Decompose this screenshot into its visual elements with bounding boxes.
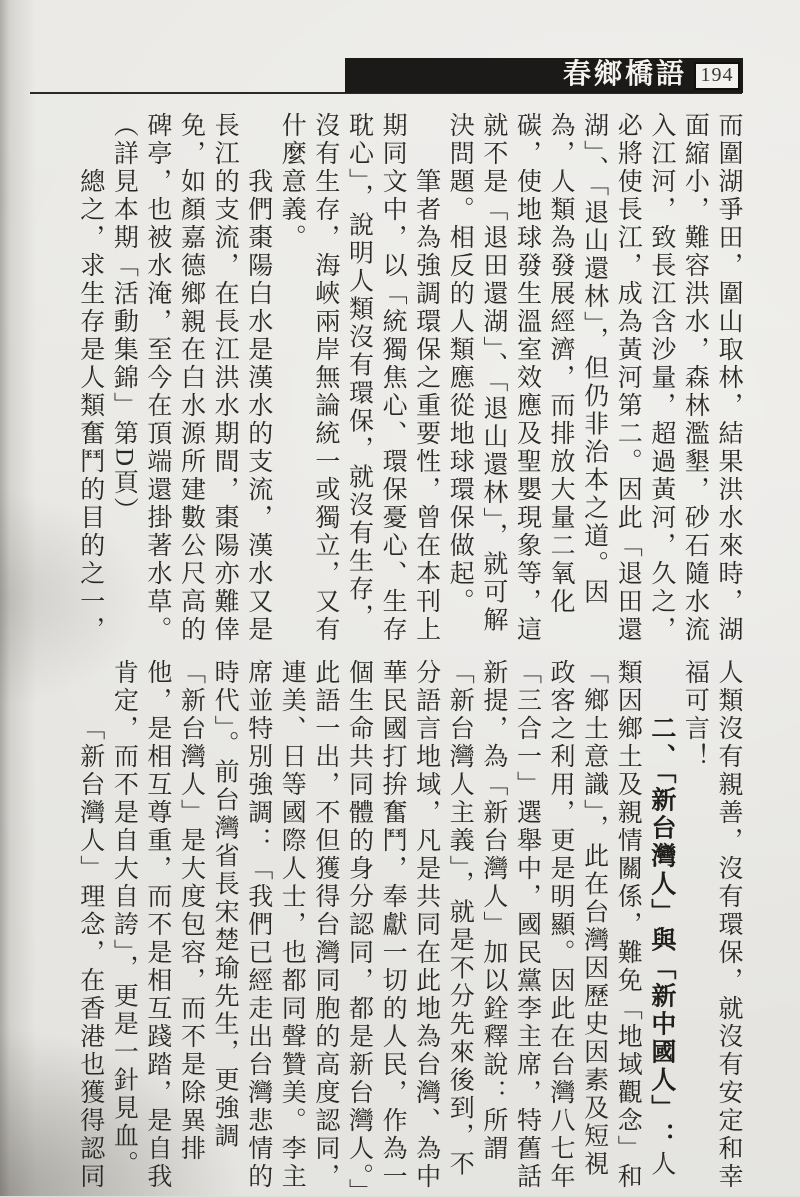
paragraph-new-taiwanese xyxy=(107,659,678,1197)
paragraph-conclusion-start: 總之，求生存是人類奮鬥的目的之一， xyxy=(76,168,104,644)
section-heading-body: 人類因鄉土及親情關係，難免「地域觀念」和「鄉土意識」，此在台灣因歷史因素及短視政客之利用，更是明顯。因此在台灣八七年「三合一」選舉中，國民黨李主席，特舊話新提，為「新台灣人」加以銓釋說：所謂「新台灣人主義」，就是不分先來後到，不分語言地域，凡是共同在此地為台灣、為中華民國打拚奮鬥，奉獻一切的人民，作為一個生命共同體的身分認同，都是新台灣人。」此語一出，不但獲得台灣同胞的高度認同，連美、日等國際人士，也都同聲贊美。李主席並特別強調：「我們已經走出台灣悲情的時代」。前台灣省長宋楚瑜先生，更強調「新台灣人」是大度包容，而不是除異排他，是相互尊重，而不是相互踐踏，是自我肯定，而不是自大自誇」，更是一針見血。 xyxy=(110,659,675,1194)
book-title: 春鄉橋語 xyxy=(562,58,687,90)
page-number-box xyxy=(694,62,740,90)
paragraph-environment-flood: 而圍湖爭田，圍山取林，結果洪水來時，湖面縮小，難容洪水，森林濫墾，砂石隨水流入江河，致長江含沙量，超過黃河，久之，必將使長江，成為黃河第二。因此「退田還湖」、「退山還林」，但仍非治本之道。因為，人類為發展經濟，而排放大量二氧化碳，使地球發生溫室效應及聖嬰現象等，這就不是「退田還湖」、「退山還林」，就可解決問題。相反的人類應從地球環保做起。 xyxy=(446,112,742,644)
paragraph-hongkong-recognition: 「新台灣人」理念，在香港也獲得認同 xyxy=(76,715,104,1191)
section-heading: 二、「新台灣人」與「新中國人」： xyxy=(647,715,675,1151)
paragraph-conclusion-end: 人類沒有親善，沒有環保，就沒有安定和幸福可言！ xyxy=(681,659,742,1191)
page-number: 194 xyxy=(700,64,734,86)
header-title-bar xyxy=(345,58,743,93)
paragraph-author-emphasis: 筆者為強調環保之重要性，曾在本刊上期同文中，以「統獨焦心、環保憂心、生存耽心」，說明人類沒有環保，就沒有生存，沒有生存，海峽兩岸無論統一或獨立，又有什麼意義。 xyxy=(278,112,440,644)
paragraph-zaoyang-river: 我們棗陽白水是漢水的支流，漢水又是長江的支流，在長江洪水期間，棗陽亦難倖免，如顏嘉德鄉親在白水源所建數公尺高的碑亭，也被水淹，至今在頂端還掛著水草。（詳見本期「活動集錦」第D頁） xyxy=(110,112,272,644)
bottom-text-section xyxy=(69,659,745,1197)
top-text-section xyxy=(69,112,745,650)
